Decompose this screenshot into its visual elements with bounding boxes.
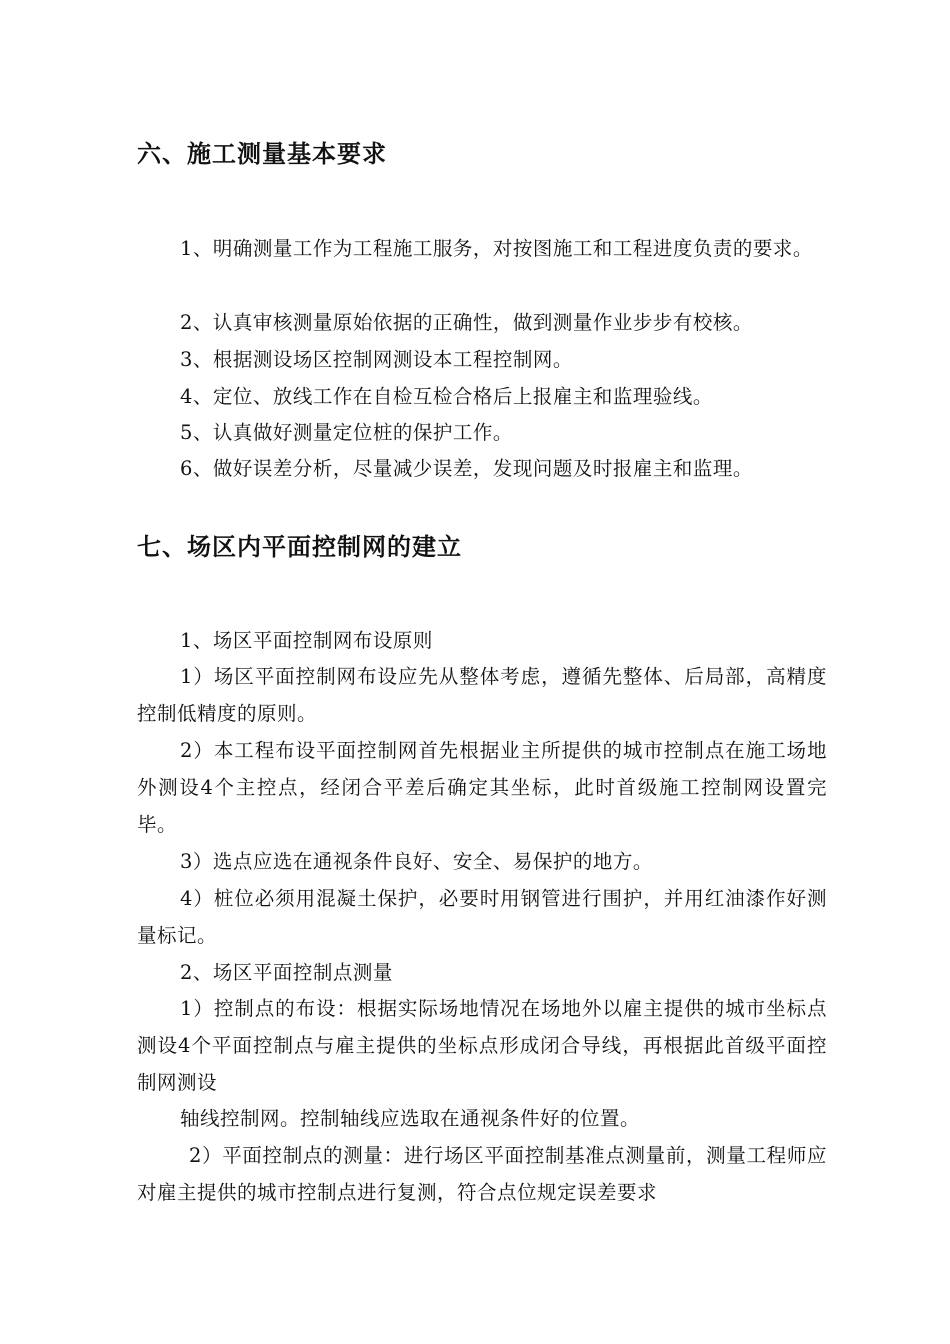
requirement-item-5: 5、认真做好测量定位桩的保护工作。 <box>180 421 513 444</box>
requirement-item-4: 4、定位、放线工作在自检互检合格后上报雇主和监理验线。 <box>180 385 713 408</box>
paragraph-survey-1-cont: 轴线控制网。控制轴线应选取在通视条件好的位置。 <box>180 1107 641 1130</box>
paragraph-principle-4: 4）桩位必须用混凝土保护，必要时用钢管进行围护，并用红油漆作好测量标记。 <box>137 887 827 947</box>
section-heading-7: 七、场区内平面控制网的建立 <box>137 533 462 561</box>
requirement-item-6: 6、做好误差分析，尽量减少误差，发现问题及时报雇主和监理。 <box>180 457 753 480</box>
paragraph-principle-1: 1）场区平面控制网布设应先从整体考虑，遵循先整体、后局部，高精度控制低精度的原则。 <box>137 665 827 725</box>
paragraph-survey-2: 2）平面控制点的测量：进行场区平面控制基准点测量前，测量工程师应对雇主提供的城市控制点进行复测，符合点位规定误差要求 <box>137 1144 827 1204</box>
paragraph-survey-1: 1）控制点的布设：根据实际场地情况在场地外以雇主提供的城市坐标点测设4个平面控制点与雇主提供的坐标点形成闭合导线，再根据此首级平面控制网测设 <box>137 997 827 1094</box>
section-heading-6: 六、施工测量基本要求 <box>137 140 387 168</box>
paragraph-principle-3: 3）选点应选在通视条件良好、安全、易保护的地方。 <box>180 850 653 873</box>
requirement-item-2: 2、认真审核测量原始依据的正确性，做到测量作业步步有校核。 <box>180 311 753 334</box>
paragraph-principle-2: 2）本工程布设平面控制网首先根据业主所提供的城市控制点在施工场地外测设4个主控点，经闭合平差后确定其坐标，此时首级施工控制网设置完毕。 <box>137 739 827 836</box>
subsection-heading-1: 1、场区平面控制网布设原则 <box>180 629 433 652</box>
requirement-item-1: 1、明确测量工作为工程施工服务，对按图施工和工程进度负责的要求。 <box>180 237 813 260</box>
requirement-item-3: 3、根据测设场区控制网测设本工程控制网。 <box>180 348 573 371</box>
subsection-heading-2: 2、场区平面控制点测量 <box>180 961 393 984</box>
